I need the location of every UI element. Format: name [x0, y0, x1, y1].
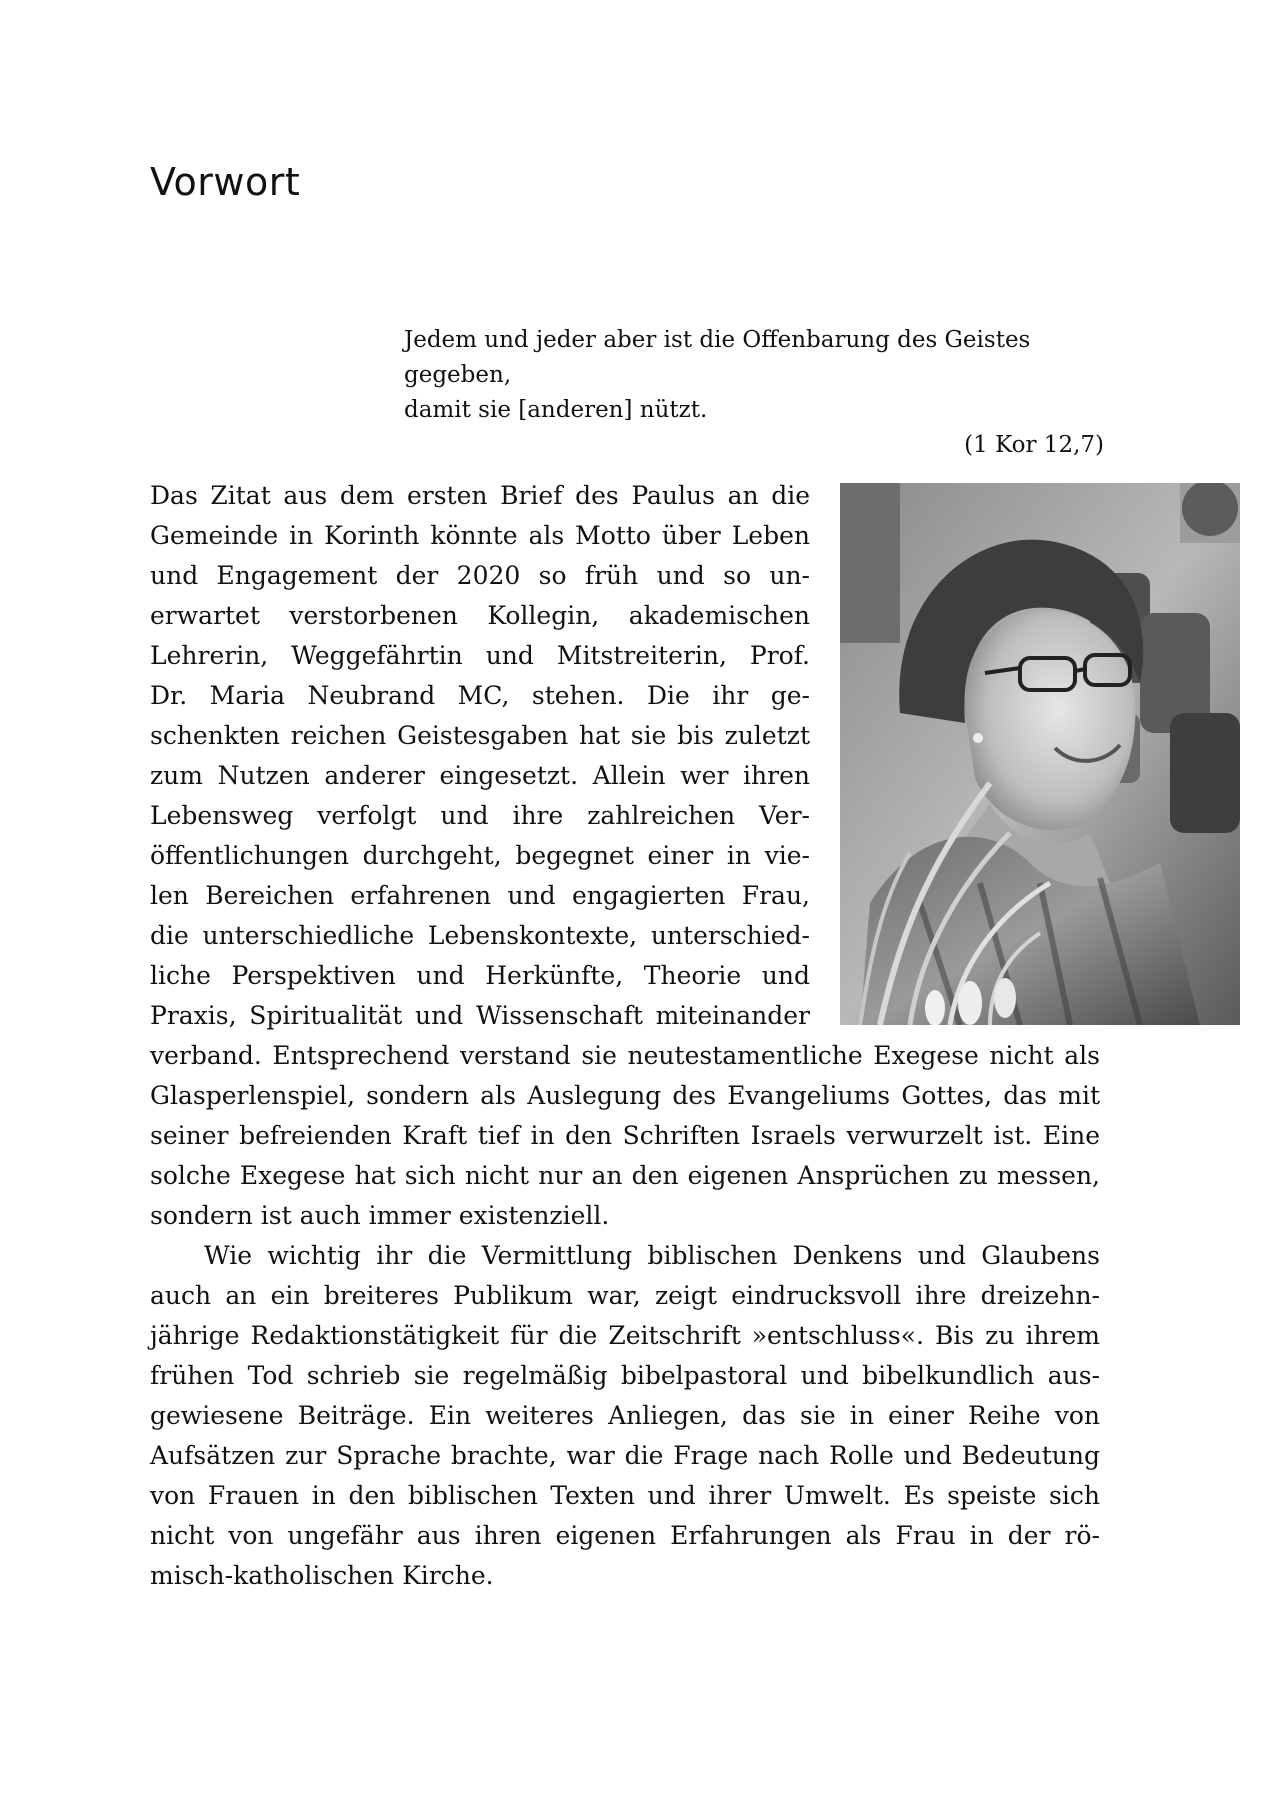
body-line: erwartet verstorbenen Kollegin, akademischen	[150, 601, 810, 630]
body-line: zum Nutzen anderer eingesetzt. Allein wer ihren	[150, 761, 810, 790]
paragraph-line: jährige Redaktionstätigkeit für die Zeitschrift »entschluss«. Bis zu ihrem	[150, 1321, 1100, 1350]
paragraph-line: Aufsätzen zur Sprache brachte, war die Frage nach Rolle und Bedeutung	[150, 1441, 1100, 1470]
paragraph-line: misch-katholischen Kirche.	[150, 1561, 494, 1590]
epigraph-reference: (1 Kor 12,7)	[964, 432, 1104, 458]
paragraph-line: von Frauen in den biblischen Texten und ihrer Umwelt. Es speiste sich	[150, 1481, 1100, 1510]
body-line: Glasperlenspiel, sondern als Auslegung des Evangeliums Gottes, das mit	[150, 1081, 1100, 1110]
body-line: liche Perspektiven und Herkünfte, Theorie und	[150, 961, 810, 990]
paragraph-line: auch an ein breiteres Publikum war, zeigt eindrucksvoll ihre dreizehn-	[150, 1281, 1100, 1310]
body-line: Gemeinde in Korinth könnte als Motto über Leben	[150, 521, 810, 550]
body-line: schenkten reichen Geistesgaben hat sie bis zuletzt	[150, 721, 810, 750]
body-line: öffentlichungen durchgeht, begegnet einer in vie-	[150, 841, 810, 870]
body-line: Praxis, Spiritualität und Wissenschaft miteinander	[150, 1001, 810, 1030]
body-line: Lebensweg verfolgt und ihre zahlreichen Ver-	[150, 801, 810, 830]
paragraph-line: frühen Tod schrieb sie regelmäßig bibelpastoral und bibelkundlich aus-	[150, 1361, 1100, 1390]
body-line: die unterschiedliche Lebenskontexte, unterschied-	[150, 921, 810, 950]
paragraph-line: gewiesene Beiträge. Ein weiteres Anliegen, das sie in einer Reihe von	[150, 1401, 1100, 1430]
page-title: Vorwort	[150, 160, 301, 204]
body-line: Das Zitat aus dem ersten Brief des Paulus an die	[150, 481, 810, 510]
paragraph-line: nicht von ungefähr aus ihren eigenen Erfahrungen als Frau in der rö-	[150, 1521, 1100, 1550]
portrait-photo	[840, 483, 1240, 1025]
body-line: solche Exegese hat sich nicht nur an den eigenen Ansprüchen zu messen,	[150, 1161, 1100, 1190]
epigraph-line: Jedem und jeder aber ist die Offenbarung des Geistes gegeben,	[404, 327, 1031, 388]
epigraph	[404, 323, 1104, 463]
body-line: verband. Entsprechend verstand sie neutestamentliche Exegese nicht als	[150, 1041, 1100, 1070]
body-line: len Bereichen erfahrenen und engagierten Frau,	[150, 881, 810, 910]
body-line: sondern ist auch immer existenziell.	[150, 1201, 610, 1230]
body-line: seiner befreienden Kraft tief in den Schriften Israels verwurzelt ist. Eine	[150, 1121, 1100, 1150]
paragraph-line: Wie wichtig ihr die Vermittlung biblischen Denkens und Glaubens	[204, 1241, 1100, 1270]
epigraph-line: damit sie [anderen] nützt.	[404, 397, 708, 423]
body-line: und Engagement der 2020 so früh und so un-	[150, 561, 810, 590]
body-line: Dr. Maria Neubrand MC, stehen. Die ihr ge-	[150, 681, 810, 710]
body-line: Lehrerin, Weggefährtin und Mitstreiterin, Prof.	[150, 641, 810, 670]
